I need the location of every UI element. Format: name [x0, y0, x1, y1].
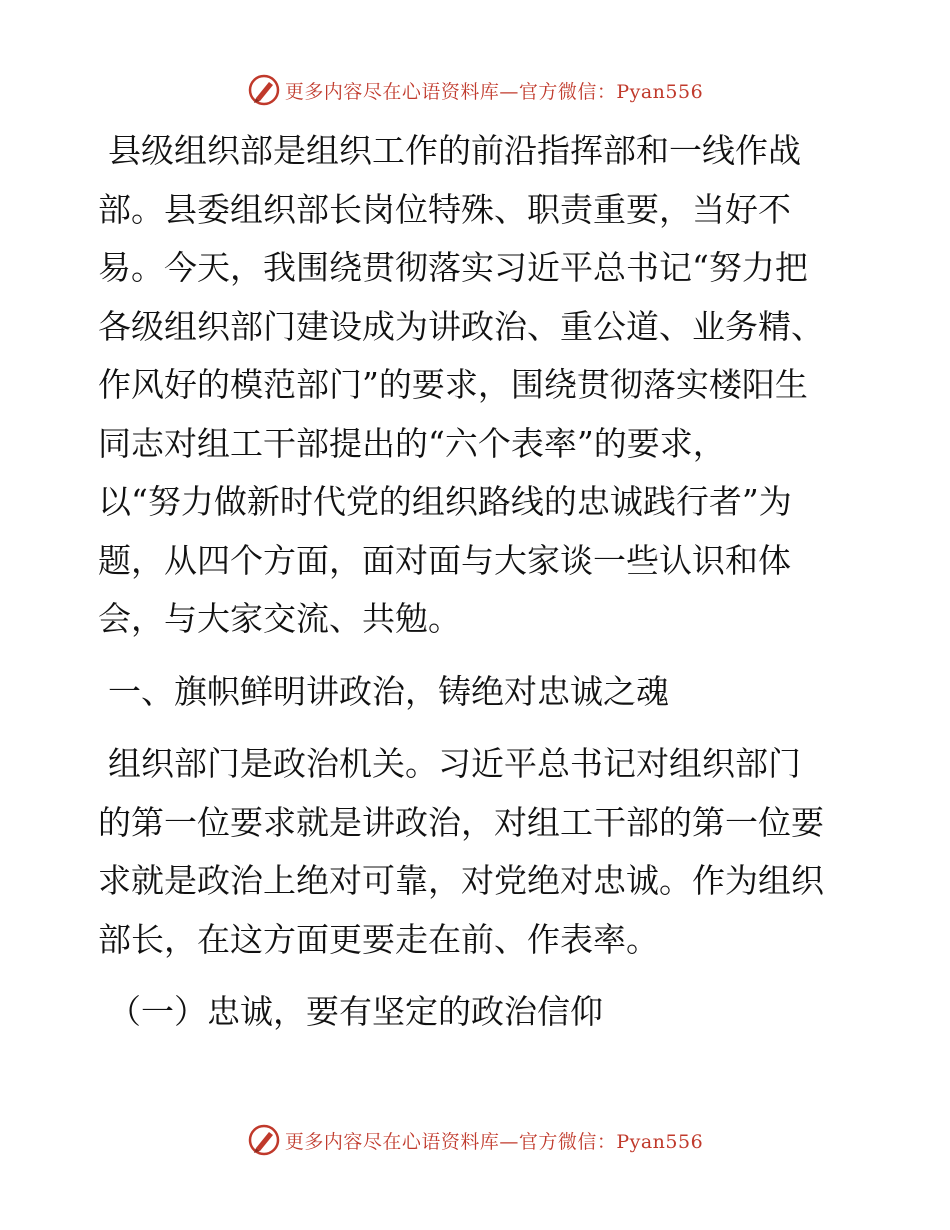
- paragraph-line: 县级组织部是组织工作的前沿指挥部和一线作战: [108, 131, 801, 170]
- paragraph-line: 会，与大家交流、共勉。: [98, 599, 461, 638]
- watermark-banner-bottom: [0, 1120, 950, 1160]
- section-1-paragraph: [98, 735, 858, 969]
- pen-logo-icon: [247, 73, 281, 107]
- paragraph-line: 部长，在这方面更要走在前、作表率。: [98, 919, 659, 959]
- pen-logo-icon: [247, 1123, 281, 1157]
- watermark-text-top: 更多内容尽在心语资料库—官方微信：Pyan556: [284, 80, 704, 103]
- subsection-heading-1: （一）忠诚，要有坚定的政治信仰: [108, 992, 603, 1031]
- paragraph-line: 题，从四个方面，面对面与大家谈一些认识和体: [98, 540, 791, 580]
- paragraph-line: 部。县委组织部长岗位特殊、职责重要，当好不: [98, 189, 791, 229]
- paragraph-line: 各级组织部门建设成为讲政治、重公道、业务精、: [98, 306, 824, 346]
- paragraph-line: 组织部门是政治机关。习近平总书记对组织部门: [108, 744, 801, 783]
- paragraph-line: 以“努力做新时代党的组织路线的忠诚践行者”为: [98, 482, 792, 521]
- paragraph-line: 同志对组工干部提出的“六个表率”的要求，: [98, 423, 726, 463]
- document-body: [98, 122, 858, 1056]
- section-heading-1: 一、旗帜鲜明讲政治，铸绝对忠诚之魂: [108, 671, 669, 711]
- watermark-text-bottom: 更多内容尽在心语资料库—官方微信：Pyan556: [284, 1130, 704, 1153]
- intro-paragraph: [98, 122, 858, 649]
- paragraph-line: 作风好的模范部门”的要求，围绕贯彻落实楼阳生: [98, 365, 808, 404]
- paragraph-line: 的第一位要求就是讲政治，对组工干部的第一位要: [98, 802, 824, 842]
- paragraph-line: 求就是政治上绝对可靠，对党绝对忠诚。作为组织: [98, 861, 824, 900]
- paragraph-line: 易。今天，我围绕贯彻落实习近平总书记“努力把: [98, 248, 808, 287]
- watermark-banner-top: [0, 70, 950, 110]
